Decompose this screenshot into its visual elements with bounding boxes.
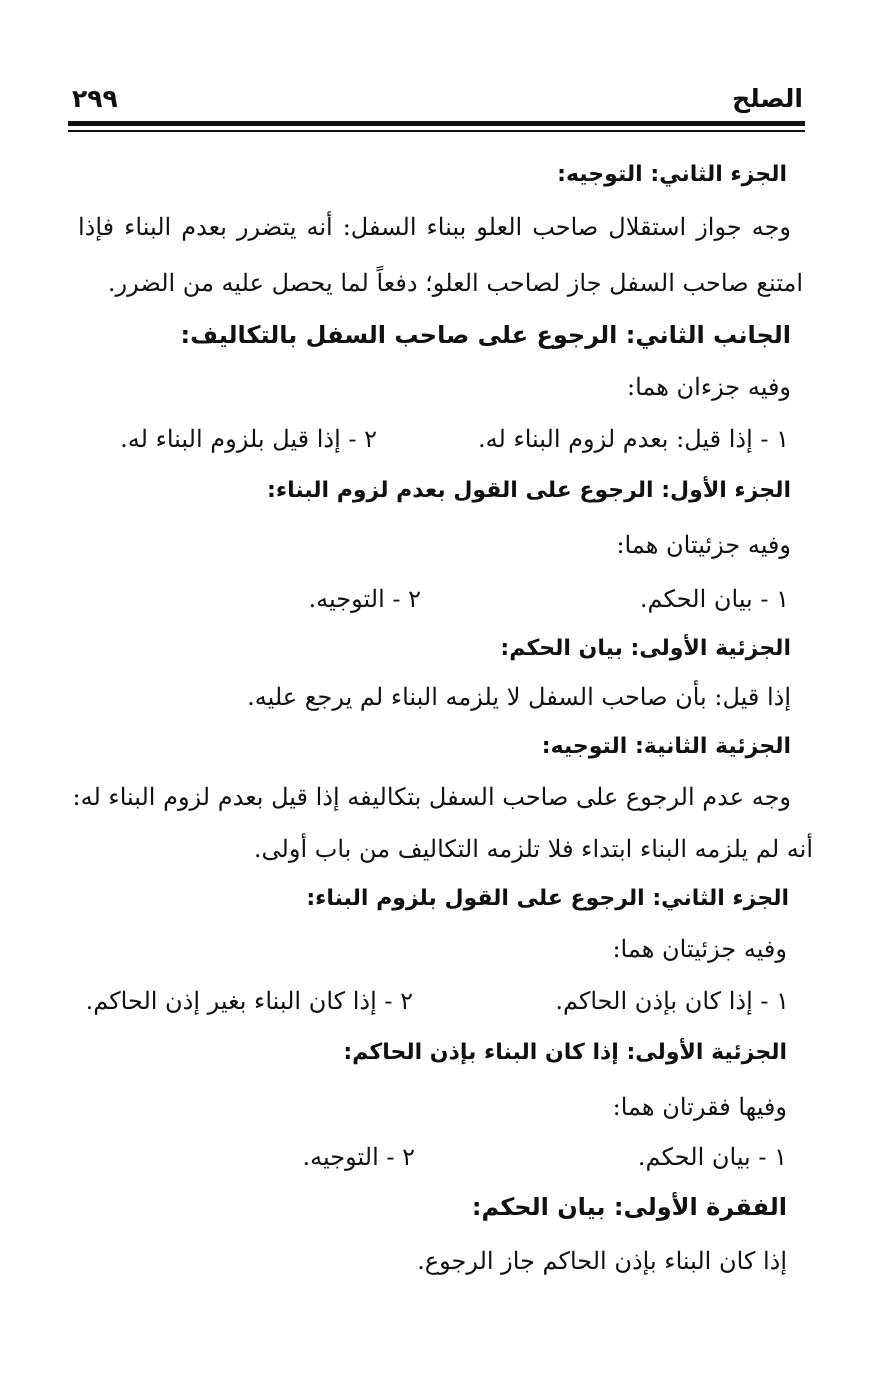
heading-subpart1: الجزئية الأولى: إذا كان البناء بإذن الحاكم: (343, 1040, 787, 1065)
heading-subpart2: الجزئية الثانية: التوجيه: (541, 734, 791, 759)
heading-paragraph1: الفقرة الأولى: بيان الحكم: (471, 1193, 787, 1221)
page-number: ٢٩٩ (72, 84, 118, 113)
list-item-2: ٢ - التوجيه. (302, 1143, 415, 1171)
list-item-2: ٢ - التوجيه. (308, 585, 421, 613)
list-item-1: ١ - بيان الحكم. (639, 585, 789, 613)
heading-subpart1: الجزئية الأولى: بيان الحكم: (500, 636, 791, 661)
paragraph-line: أنه لم يلزمه البناء ابتداء فلا تلزمه التكاليف من باب أولى. (253, 835, 813, 863)
intro-line: وفيه جزئيتان هما: (616, 531, 791, 559)
list-item-1: ١ - إذا قيل: بعدم لزوم البناء له. (478, 425, 789, 453)
running-header-title: الصلح (732, 84, 803, 113)
heading-aspect2-recourse: الجانب الثاني: الرجوع على صاحب السفل بالتكاليف: (180, 321, 791, 349)
paragraph-line: إذا قيل: بأن صاحب السفل لا يلزمه البناء لم يرجع عليه. (247, 683, 791, 711)
heading-part1: الجزء الأول: الرجوع على القول بعدم لزوم البناء: (267, 478, 791, 503)
intro-line: وفيها فقرتان هما: (612, 1093, 787, 1121)
paragraph-line: إذا كان البناء بإذن الحاكم جاز الرجوع. (417, 1247, 787, 1275)
intro-line: وفيه جزءان هما: (626, 373, 791, 401)
paragraph-line: امتنع صاحب السفل جاز لصاحب العلو؛ دفعاً لما يحصل عليه من الضرر. (107, 269, 803, 297)
list-item-2: ٢ - إذا قيل بلزوم البناء له. (120, 425, 377, 453)
paragraph-line: وجه جواز استقلال صاحب العلو ببناء السفل: أنه يتضرر بعدم البناء فإذا (78, 213, 791, 241)
list-item-1: ١ - إذا كان بإذن الحاكم. (555, 987, 789, 1015)
header-rule-thin (68, 130, 805, 132)
list-item-1: ١ - بيان الحكم. (637, 1143, 787, 1171)
intro-line: وفيه جزئيتان هما: (612, 935, 787, 963)
list-item-2: ٢ - إذا كان البناء بغير إذن الحاكم. (85, 987, 413, 1015)
heading-part2: الجزء الثاني: الرجوع على القول بلزوم البناء: (306, 886, 789, 911)
header-rule-thick (68, 121, 805, 126)
paragraph-line: وجه عدم الرجوع على صاحب السفل بتكاليفه إذا قيل بعدم لزوم البناء له: (72, 783, 791, 811)
heading-part2-justification: الجزء الثاني: التوجيه: (557, 162, 787, 187)
